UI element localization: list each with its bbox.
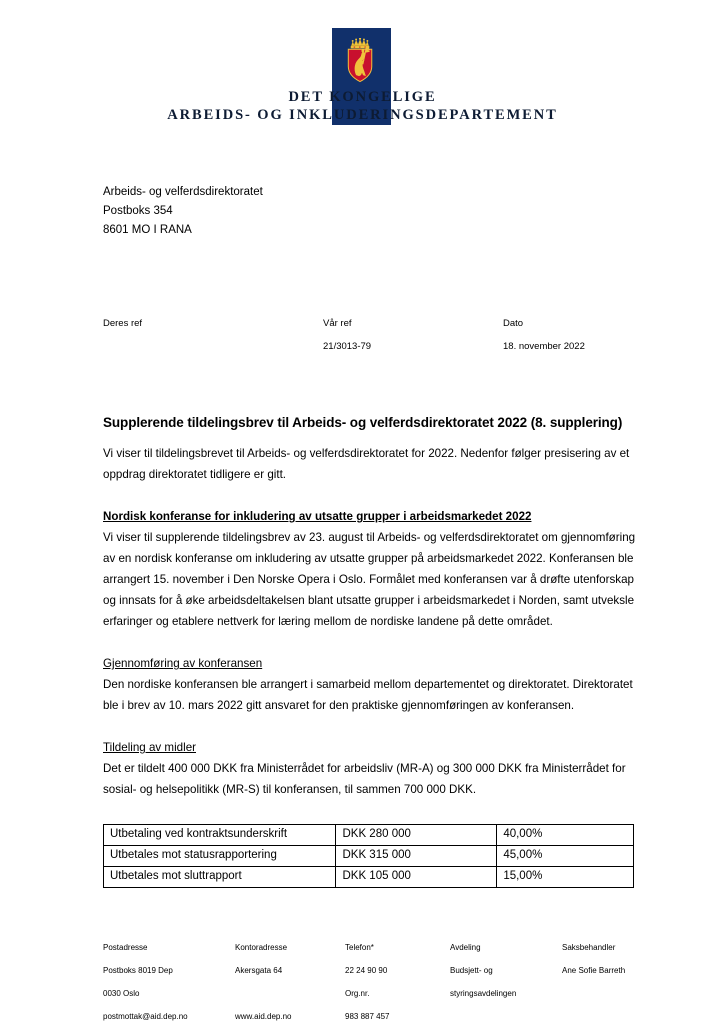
wordmark-line-1: DET KONGELIGE <box>288 89 437 105</box>
payment-percent: 15,00% <box>497 867 634 888</box>
recipient-city: 8601 MO I RANA <box>103 224 192 236</box>
payment-description: Utbetaling ved kontraktsunderskrift <box>104 825 336 846</box>
footer-spacer <box>235 988 345 1000</box>
footer-line-3: postmottak@aid.dep.no <box>103 1012 188 1022</box>
footer-column-postadresse <box>103 930 233 1034</box>
payment-schedule-table <box>103 824 634 888</box>
footer-line-1: Ane Sofie Barreth <box>562 965 626 975</box>
footer-line-3: www.aid.dep.no <box>235 1012 292 1022</box>
table-row <box>104 846 634 867</box>
spacer <box>103 716 646 737</box>
norwegian-royal-coat-of-arms-icon <box>344 38 379 83</box>
footer-line-2: styringsavdelingen <box>450 988 517 998</box>
payment-description: Utbetales mot sluttrapport <box>104 867 336 888</box>
payment-amount: DKK 280 000 <box>336 825 497 846</box>
recipient-address-block <box>103 183 263 240</box>
footer-heading: Telefon* <box>345 942 374 952</box>
department-wordmark <box>0 88 725 124</box>
section-text-tildeling: Det er tildelt 400 000 DKK fra Ministerrådet for arbeidsliv (MR-A) og 300 000 DKK fra Ministerrådet for sosial- og helsepolitikk (MR-S) til konferansen, til sammen 700 000 DKK. <box>103 762 626 796</box>
footer-heading: Saksbehandler <box>562 942 616 952</box>
footer-line-3: 983 887 457 <box>345 1012 390 1022</box>
section-heading-gjennomforing: Gjennomføring av konferansen <box>103 657 263 670</box>
section-heading-tildeling: Tildeling av midler <box>103 741 196 754</box>
spacer <box>103 485 646 506</box>
footer-heading: Kontoradresse <box>235 942 288 952</box>
footer-heading: Postadresse <box>103 942 148 952</box>
section-heading-nordic-conference: Nordisk konferanse for inkludering av utsatte grupper i arbeidsmarkedet 2022 <box>103 510 532 523</box>
footer-column-telefon <box>345 930 450 1034</box>
var-ref-column <box>323 317 371 354</box>
footer-column-saksbehandler <box>562 930 702 988</box>
spacer <box>103 632 646 653</box>
section-text-gjennomforing: Den nordiske konferansen ble arrangert i samarbeid mellom departementet og direktoratet. Direktoratet ble i brev av 10. mars 2022 gitt ansvaret for den praktiske gjennomføringen av konferansen. <box>103 678 633 712</box>
footer-column-avdeling <box>450 930 560 1011</box>
letter-body <box>103 413 646 800</box>
dato-label: Dato <box>503 318 524 329</box>
recipient-pobox: Postboks 354 <box>103 205 173 217</box>
intro-paragraph: Vi viser til tildelingsbrevet til Arbeids- og velferdsdirektoratet for 2022. Nedenfor følger presisering av et oppdrag direktoratet tidligere er gitt. <box>103 447 630 481</box>
var-ref-value: 21/3013-79 <box>323 341 372 352</box>
footer-line-2: 0030 Oslo <box>103 988 140 998</box>
footer-line-1: Budsjett- og <box>450 965 493 975</box>
wordmark-line-2: ARBEIDS- OG INKLUDERINGSDEPARTEMENT <box>167 107 558 124</box>
var-ref-label: Vår ref <box>323 318 352 329</box>
payment-description: Utbetales mot statusrapportering <box>104 846 336 867</box>
payment-amount: DKK 315 000 <box>336 846 497 867</box>
footer-line-1: 22 24 90 90 <box>345 965 388 975</box>
recipient-name: Arbeids- og velferdsdirektoratet <box>103 186 263 198</box>
section-text-nordic-conference: Vi viser til supplerende tildelingsbrev av 23. august til Arbeids- og velferdsdirektoratet om gjennomføring av en nordisk konferanse om inkludering av utsatte grupper på arbeidsmarkedet 2022. Konferansen ble arrangert 15. november i Den Norske Opera i Oslo. Formålet med konferansen var å drøfte utenforskap og innsats for å øke arbeidsdeltakelsen blant utsatte grupper i arbeidsmarkedet i Norden, samt utveksle erfaringer og etablere nettverk for læring mellom de nordiske landene på dette området. <box>103 531 636 628</box>
footer-column-kontoradresse <box>235 930 345 1034</box>
deres-ref-column <box>103 317 142 340</box>
page-footer <box>0 930 725 1022</box>
letterhead <box>0 0 725 140</box>
table-row <box>104 825 634 846</box>
payment-table-body <box>104 825 634 888</box>
footer-line-1: Akersgata 64 <box>235 965 283 975</box>
footer-heading: Avdeling <box>450 942 481 952</box>
dato-column <box>503 317 585 354</box>
deres-ref-label: Deres ref <box>103 318 143 329</box>
payment-percent: 40,00% <box>497 825 634 846</box>
page-title: Supplerende tildelingsbrev til Arbeids- og velferdsdirektoratet 2022 (8. supplering) <box>103 415 623 430</box>
dato-value: 18. november 2022 <box>503 341 585 352</box>
table-row <box>104 867 634 888</box>
footer-line-1: Postboks 8019 Dep <box>103 965 173 975</box>
payment-percent: 45,00% <box>497 846 634 867</box>
payment-amount: DKK 105 000 <box>336 867 497 888</box>
footer-line-2: Org.nr. <box>345 988 370 998</box>
